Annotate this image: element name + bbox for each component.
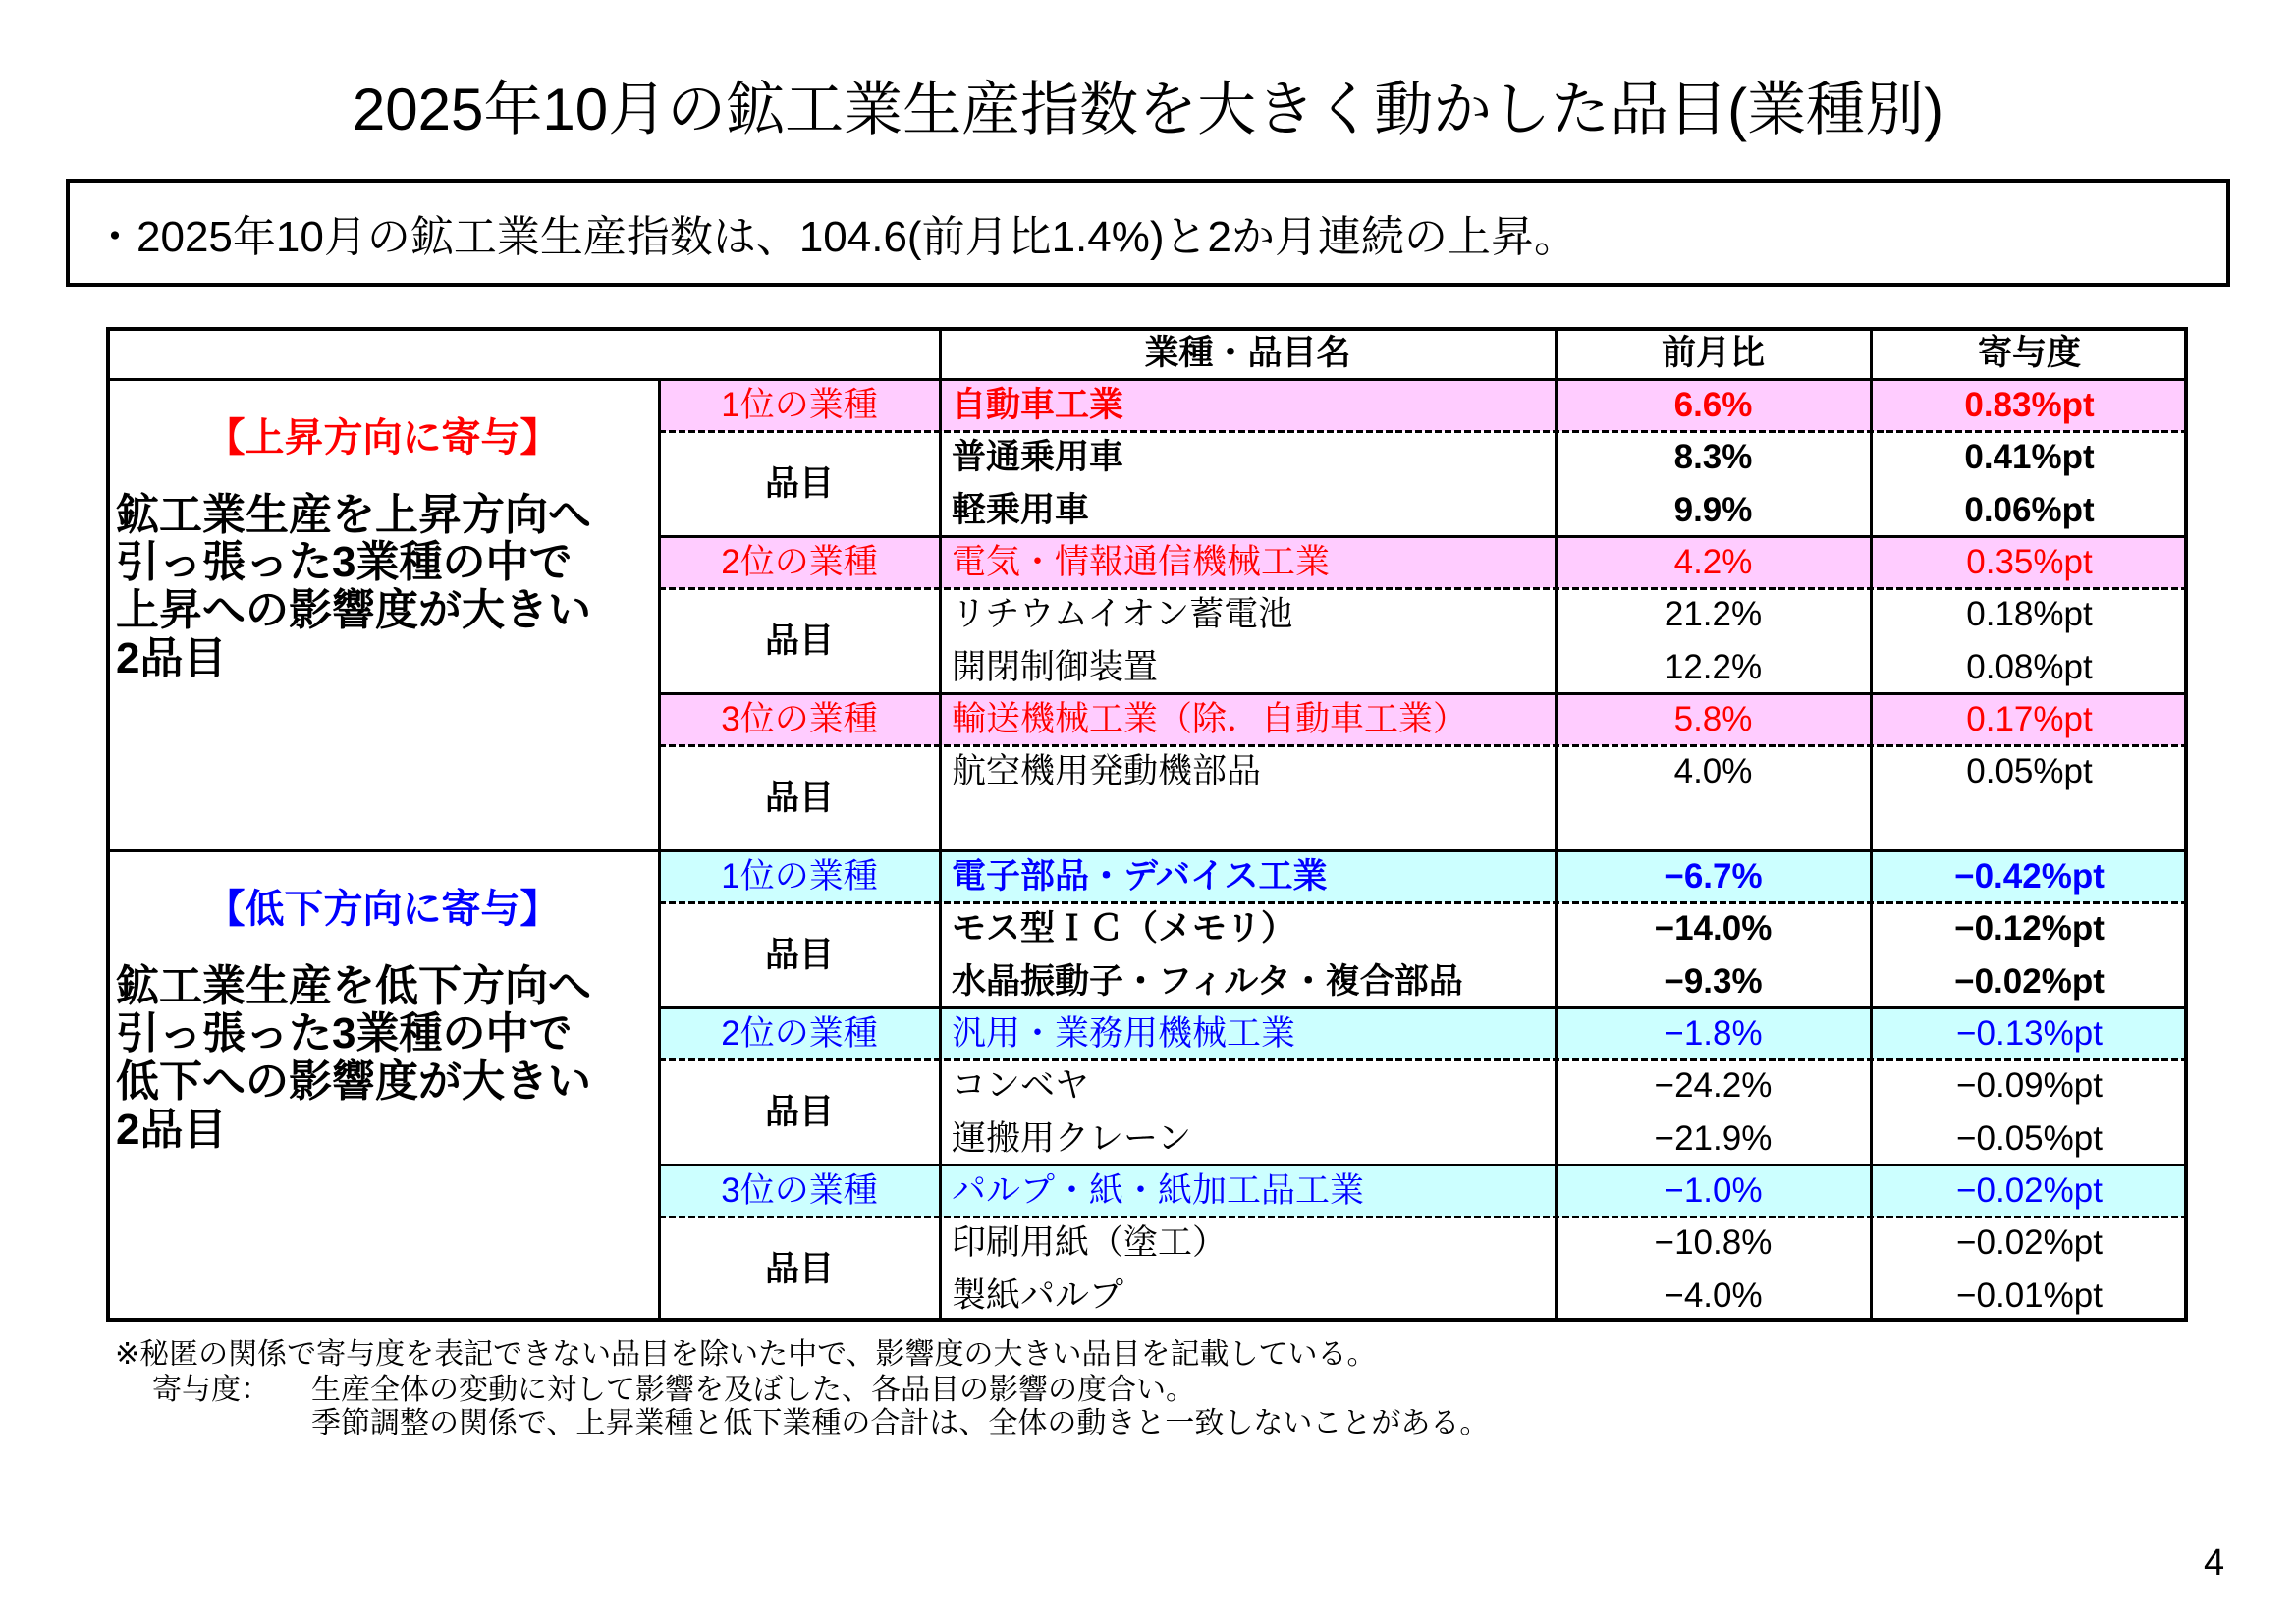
rank-label: 2位の業種 — [721, 1014, 878, 1054]
item-label: 品目 — [764, 779, 834, 818]
industry-name: パルプ・紙・紙加工品工業 — [952, 1171, 1365, 1211]
industry-mom: 6.6% — [1673, 386, 1753, 425]
header-name-col: 業種・品目名 — [1144, 334, 1351, 372]
description-line: 引っ張った3業種の中で — [116, 538, 573, 587]
industry-mom: 5.8% — [1673, 700, 1753, 739]
industry-contrib: 0.83%pt — [1964, 386, 2095, 425]
industry-mom: 4.2% — [1673, 543, 1753, 582]
item-name: モス型ＩＣ（メモリ） — [952, 909, 1296, 948]
item-mom: −9.3% — [1664, 961, 1763, 1001]
footnote-contrib-label: 寄与度： — [152, 1374, 270, 1406]
industry-name: 自動車工業 — [952, 386, 1124, 425]
section-heading: 【低下方向に寄与】 — [205, 887, 560, 931]
item-mom: 12.2% — [1664, 647, 1763, 686]
rank-label: 2位の業種 — [721, 543, 878, 582]
industry-contrib: −0.42%pt — [1954, 857, 2105, 896]
item-name: 航空機用発動機部品 — [952, 752, 1262, 791]
item-mom: −10.8% — [1654, 1223, 1773, 1263]
item-contrib: 0.06%pt — [1964, 490, 2095, 529]
item-label: 品目 — [764, 1250, 834, 1289]
summary-box — [66, 179, 2230, 287]
item-contrib: 0.41%pt — [1964, 438, 2095, 477]
item-mom: 4.0% — [1673, 752, 1753, 791]
item-label: 品目 — [764, 464, 834, 504]
item-mom: −14.0% — [1654, 909, 1773, 948]
item-mom: 8.3% — [1673, 438, 1753, 477]
header-mom-col: 前月比 — [1661, 334, 1765, 372]
industry-name: 汎用・業務用機械工業 — [952, 1014, 1296, 1054]
rank-label: 3位の業種 — [721, 1171, 878, 1211]
item-contrib: −0.12%pt — [1954, 909, 2105, 948]
item-contrib: −0.01%pt — [1956, 1275, 2103, 1315]
rank-label: 1位の業種 — [721, 857, 878, 896]
description-line: 上昇への影響度が大きい — [116, 586, 591, 634]
industry-contrib: 0.17%pt — [1966, 700, 2093, 739]
item-name: 普通乗用車 — [952, 438, 1124, 477]
table-border — [106, 327, 2188, 1322]
item-name: 軽乗用車 — [952, 490, 1090, 529]
contribution-table — [106, 327, 2188, 1322]
item-name: リチウムイオン蓄電池 — [952, 595, 1293, 634]
description-line: 低下への影響度が大きい — [116, 1057, 591, 1106]
description-line: 鉱工業生産を低下方向へ — [116, 961, 591, 1010]
industry-mom: −1.8% — [1664, 1014, 1763, 1054]
item-mom: −21.9% — [1654, 1118, 1773, 1158]
description-line: 2品目 — [116, 1105, 227, 1154]
item-mom: −24.2% — [1654, 1066, 1773, 1106]
item-contrib: 0.08%pt — [1966, 647, 2093, 686]
item-contrib: −0.02%pt — [1954, 961, 2105, 1001]
item-mom: 21.2% — [1664, 595, 1763, 634]
item-name: 水晶振動子・フィルタ・複合部品 — [952, 961, 1463, 1001]
section-heading: 【上昇方向に寄与】 — [205, 415, 560, 460]
footnote-seasonal-note: 季節調整の関係で、上昇業種と低下業種の合計は、全体の動きと一致しないことがある。 — [311, 1407, 1490, 1439]
summary-text: ・2025年10月の鉱工業生産指数は、104.6(前月比1.4%)と2か月連続の上昇。 — [93, 213, 1577, 261]
page-title: 2025年10月の鉱工業生産指数を大きく動かした品目(業種別) — [352, 77, 1944, 142]
item-name: 製紙パルプ — [952, 1275, 1124, 1315]
industry-name: 輸送機械工業（除．自動車工業） — [952, 700, 1468, 739]
page-number: 4 — [2204, 1543, 2225, 1584]
industry-name: 電気・情報通信機械工業 — [952, 543, 1331, 582]
industry-name: 電子部品・デバイス工業 — [952, 857, 1328, 896]
item-contrib: 0.05%pt — [1966, 752, 2093, 791]
rank-label: 3位の業種 — [721, 700, 878, 739]
description-line: 2品目 — [116, 633, 227, 682]
item-mom: 9.9% — [1673, 490, 1753, 529]
industry-mom: −1.0% — [1664, 1171, 1763, 1211]
industry-mom: −6.7% — [1664, 857, 1763, 896]
footnote-note: ※秘匿の関係で寄与度を表記できない品目を除いた中で、影響度の大きい品目を記載している。 — [115, 1338, 1377, 1371]
item-name: 開閉制御装置 — [952, 647, 1159, 686]
header-contrib-col: 寄与度 — [1977, 334, 2081, 372]
item-label: 品目 — [764, 622, 834, 661]
item-mom: −4.0% — [1664, 1275, 1763, 1315]
item-contrib: −0.02%pt — [1956, 1223, 2103, 1263]
description-line: 鉱工業生産を上昇方向へ — [116, 490, 591, 539]
item-name: コンベヤ — [952, 1066, 1090, 1106]
industry-contrib: −0.02%pt — [1956, 1171, 2103, 1211]
description-line: 引っ張った3業種の中で — [116, 1009, 573, 1058]
item-contrib: −0.09%pt — [1956, 1066, 2103, 1106]
item-name: 運搬用クレーン — [952, 1118, 1192, 1158]
footnote-contrib-definition: 生産全体の変動に対して影響を及ぼした、各品目の影響の度合い。 — [311, 1374, 1195, 1406]
rank-label: 1位の業種 — [721, 386, 878, 425]
item-label: 品目 — [764, 1093, 834, 1132]
item-contrib: −0.05%pt — [1956, 1118, 2103, 1158]
industry-contrib: −0.13%pt — [1956, 1014, 2103, 1054]
item-contrib: 0.18%pt — [1966, 595, 2093, 634]
item-name: 印刷用紙（塗工） — [952, 1223, 1228, 1263]
item-label: 品目 — [764, 936, 834, 975]
industry-contrib: 0.35%pt — [1966, 543, 2093, 582]
